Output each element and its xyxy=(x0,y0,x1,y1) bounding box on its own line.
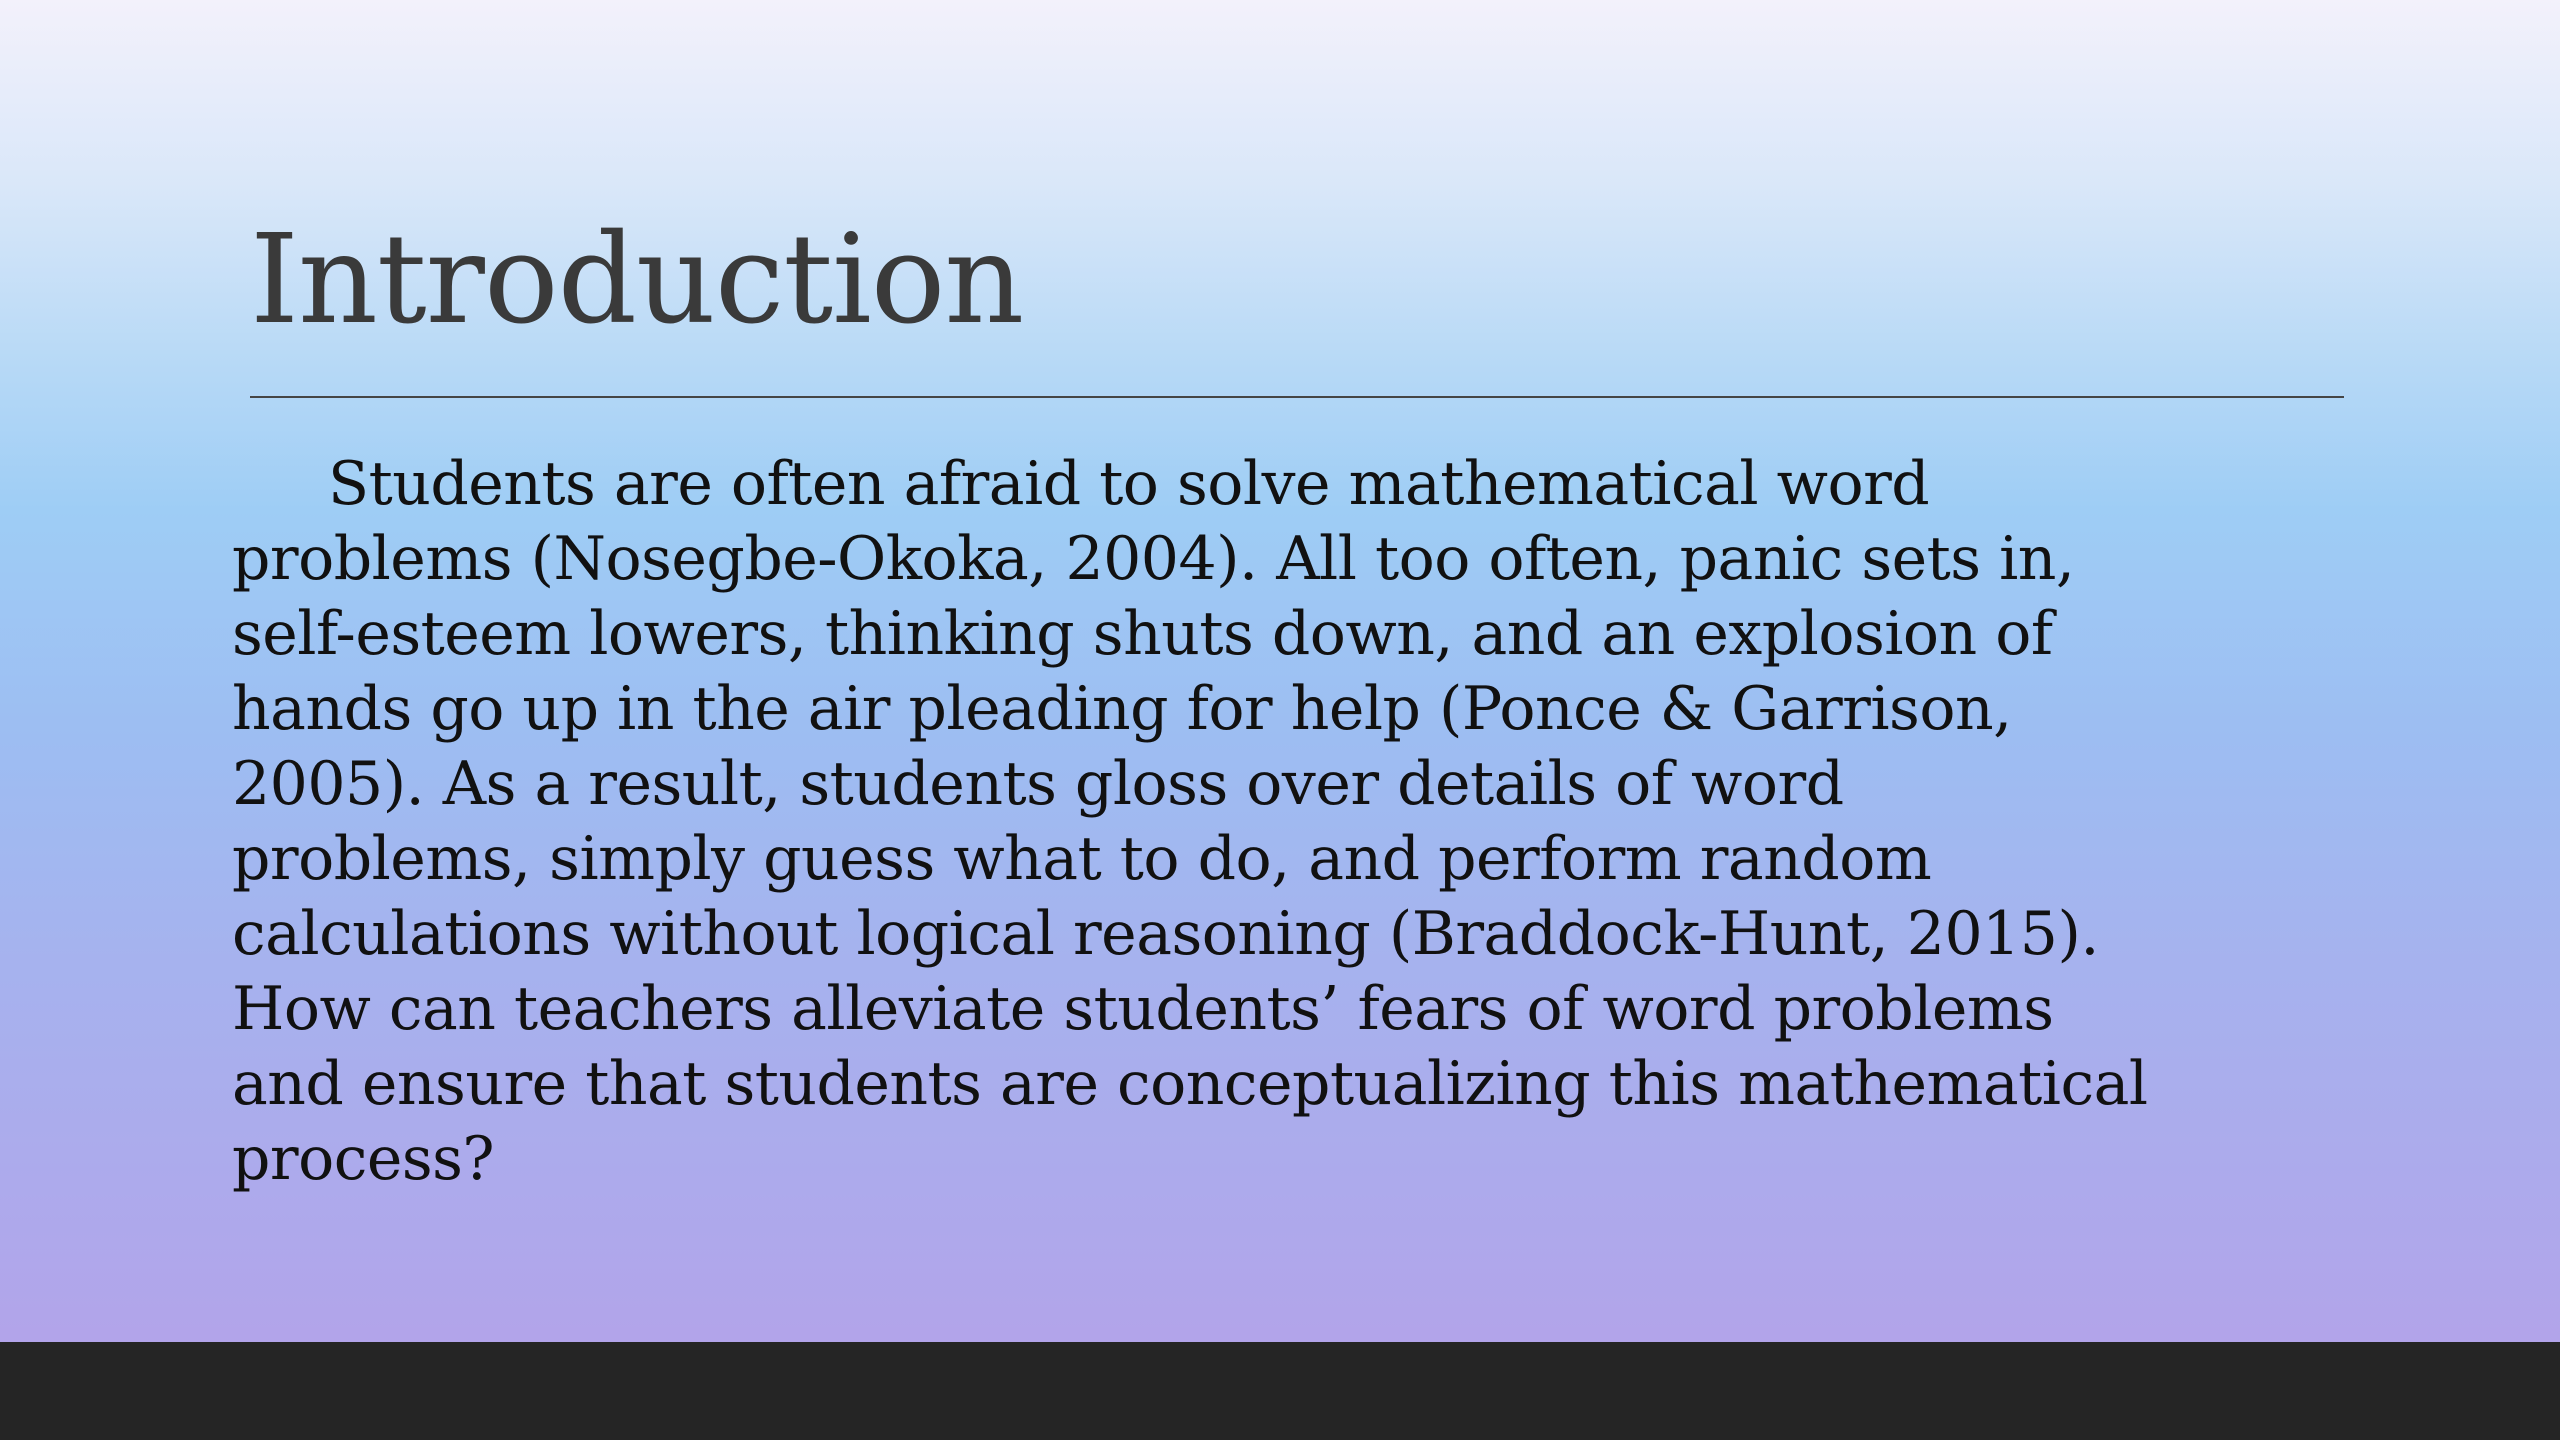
slide-title: Introduction xyxy=(250,208,1024,352)
body-line: problems (Nosegbe-Okoka, 2004). All too often, panic sets in, xyxy=(232,524,2075,594)
body-line: 2005). As a result, students gloss over details of word xyxy=(232,749,1844,819)
body-line: and ensure that students are conceptualizing this mathematical xyxy=(232,1049,2148,1119)
body-line: problems, simply guess what to do, and perform random xyxy=(232,824,1932,894)
body-line: self-esteem lowers, thinking shuts down, and an explosion of xyxy=(232,599,2053,669)
body-line: hands go up in the air pleading for help (Ponce & Garrison, xyxy=(232,674,2012,744)
footer-bar xyxy=(0,1342,2560,1440)
body-line: How can teachers alleviate students’ fears of word problems xyxy=(232,974,2054,1044)
body-line: Students are often afraid to solve mathematical word xyxy=(328,449,1930,519)
title-divider xyxy=(250,396,2344,398)
body-line: calculations without logical reasoning (Braddock-Hunt, 2015). xyxy=(232,899,2099,969)
body-line: process? xyxy=(232,1124,495,1194)
slide-body xyxy=(232,447,2352,1197)
